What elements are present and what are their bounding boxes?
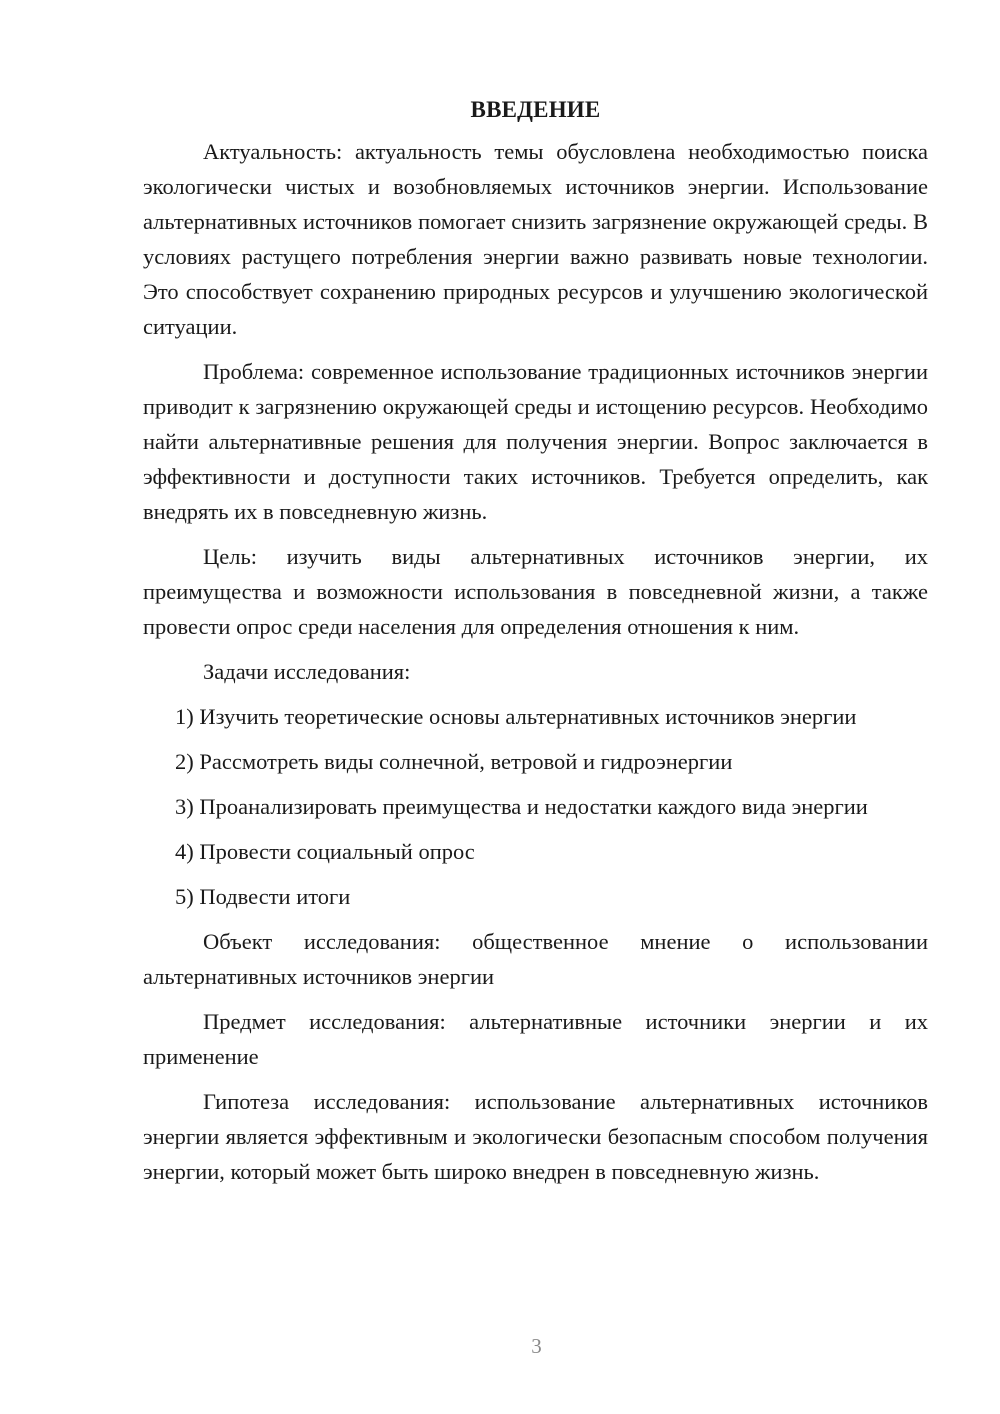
tasks-heading: Задачи исследования: bbox=[203, 659, 411, 684]
paragraph-goal: Цель: изучить виды альтернативных источников энергии, их преимущества и возможности использования в повседневной жизни, а также провести опрос среди населения для определения отношения к ним. bbox=[143, 544, 928, 639]
paragraph-relevance: Актуальность: актуальность темы обусловлена необходимостью поиска экологически чистых и возобновляемых источников энергии. Использование альтернативных источников помогает снизить загрязнение окружающей среды. В условиях растущего потребления энергии важно развивать новые технологии. Это способствует сохранению природных ресурсов и улучшению экологической ситуации. bbox=[143, 139, 928, 339]
task-item: 2) Рассмотреть виды солнечной, ветровой и гидроэнергии bbox=[175, 749, 733, 774]
task-item: 3) Проанализировать преимущества и недостатки каждого вида энергии bbox=[175, 794, 868, 819]
paragraph-object: Объект исследования: общественное мнение о использовании альтернативных источников энергии bbox=[143, 929, 928, 989]
page-number: 3 bbox=[531, 1334, 542, 1358]
section-title: ВВЕДЕНИЕ bbox=[470, 97, 601, 122]
task-item: 4) Провести социальный опрос bbox=[175, 839, 475, 864]
paragraph-problem: Проблема: современное использование традиционных источников энергии приводит к загрязнению окружающей среды и истощению ресурсов. Необходимо найти альтернативные решения для получения энергии. Вопрос заключается в эффективности и доступности таких источников. Требуется определить, как внедрять их в повседневную жизнь. bbox=[143, 359, 928, 524]
page-content bbox=[143, 90, 928, 1199]
task-item: 5) Подвести итоги bbox=[175, 884, 351, 909]
paragraph-subject: Предмет исследования: альтернативные источники энергии и их применение bbox=[143, 1009, 928, 1069]
task-item: 1) Изучить теоретические основы альтернативных источников энергии bbox=[175, 704, 857, 729]
paragraph-hypothesis: Гипотеза исследования: использование альтернативных источников энергии является эффективным и экологически безопасным способом получения энергии, который может быть широко внедрен в повседневную жизнь. bbox=[143, 1089, 928, 1184]
